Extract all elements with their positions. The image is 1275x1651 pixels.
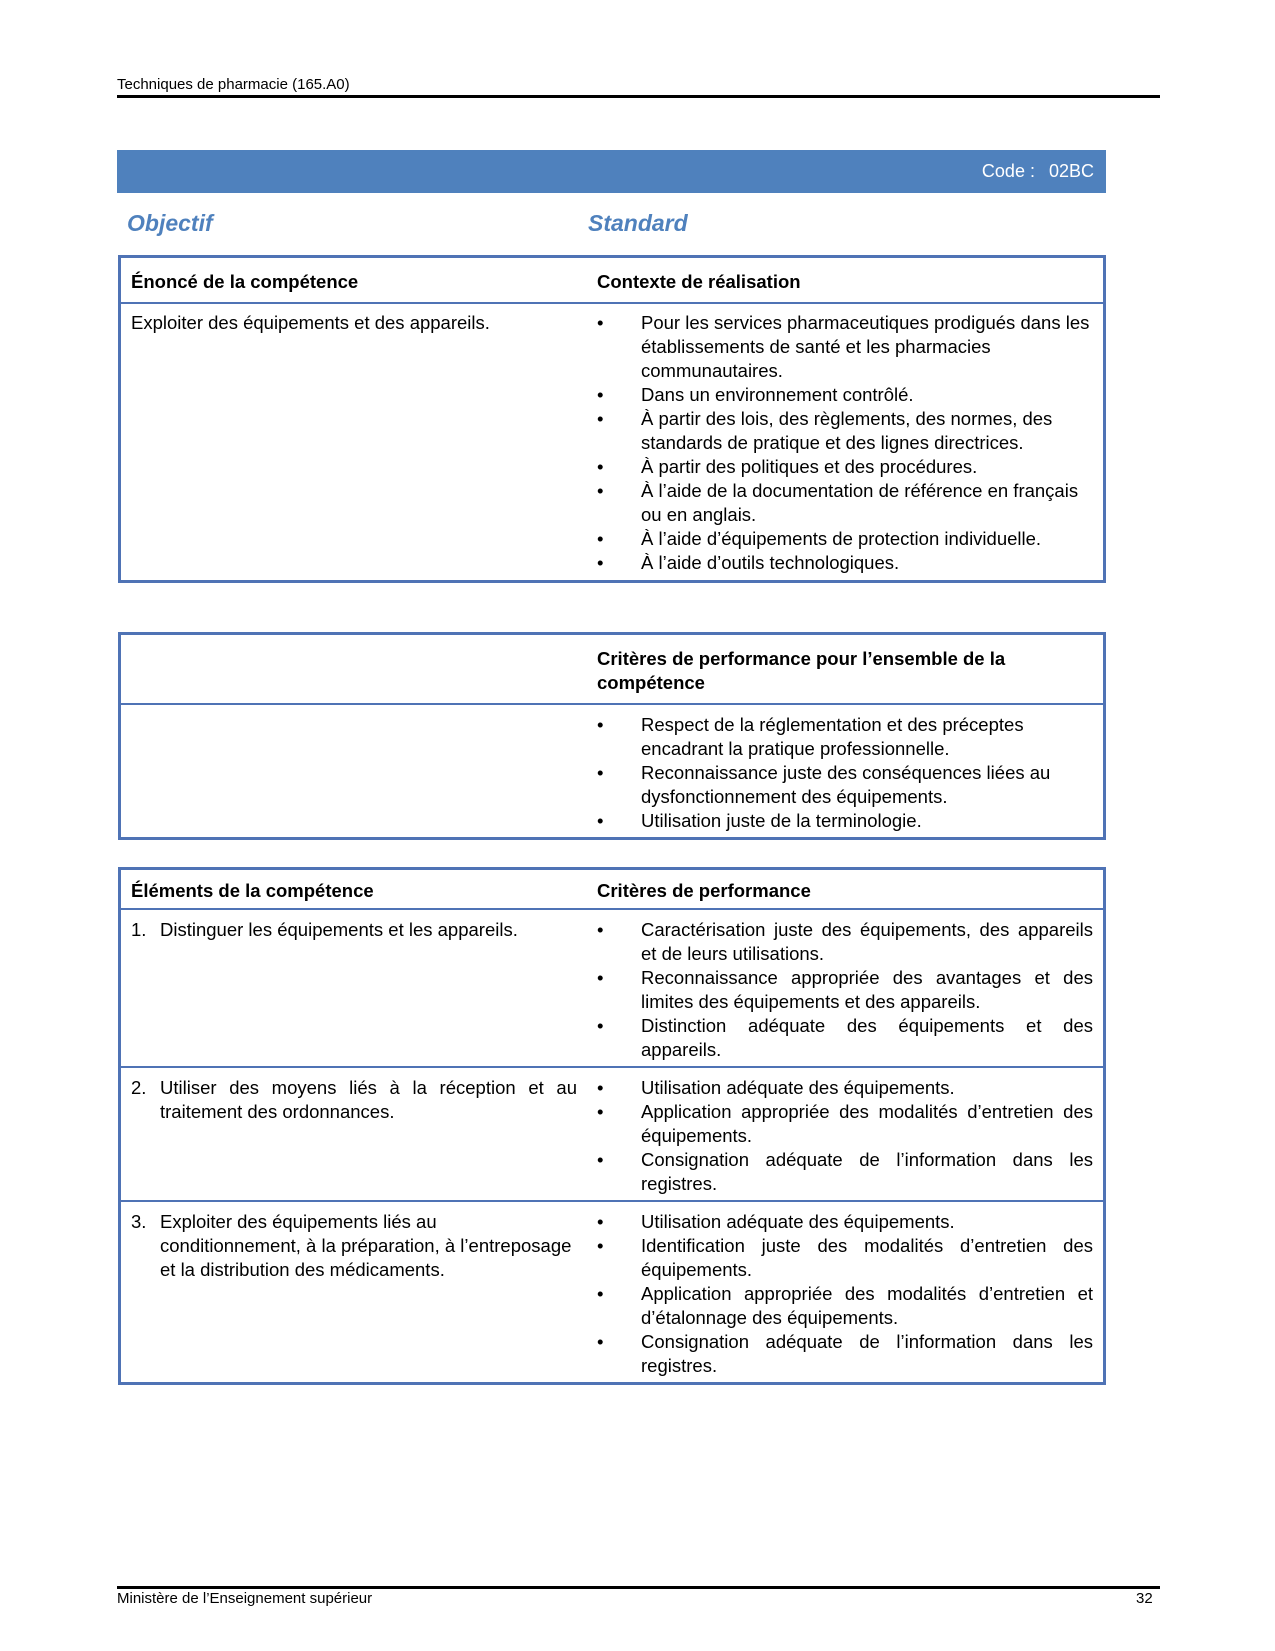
list-item: • Distinction adéquate des équipements et des appareils. <box>597 1014 1093 1062</box>
footer-rule <box>117 1586 1160 1589</box>
list-item: • Consignation adéquate de l’information dans les registres. <box>597 1330 1093 1378</box>
contexte-list <box>597 311 1093 575</box>
code-value: 02BC <box>1048 161 1094 181</box>
competence-table <box>118 255 1106 583</box>
element-number: 2. <box>131 1077 147 1098</box>
element-criteres-list <box>597 1210 1093 1378</box>
enonce-text: Exploiter des équipements et des appareils. <box>131 312 490 333</box>
list-item: • Dans un environnement contrôlé. <box>597 383 1093 407</box>
elements-heading: Éléments de la compétence <box>120 869 588 910</box>
element-number: 3. <box>131 1211 147 1232</box>
element-number: 1. <box>131 919 147 940</box>
ensemble-table <box>118 632 1106 840</box>
list-item: • Utilisation adéquate des équipements. <box>597 1210 1093 1234</box>
footer-ministry: Ministère de l’Enseignement supérieur <box>117 1590 373 1607</box>
list-item: • Reconnaissance appropriée des avantages et des limites des équipements et des appareils. <box>597 966 1093 1014</box>
element-text: Exploiter des équipements liés au conditionnement, à la préparation, à l’entreposage et la distribution des médicaments. <box>160 1211 572 1280</box>
list-item: • Identification juste des modalités d’entretien des équipements. <box>597 1234 1093 1282</box>
code-band <box>117 150 1106 193</box>
empty-cell <box>120 704 588 839</box>
list-item: • Pour les services pharmaceutiques prodigués dans les établissements de santé et les pharmacies communautaires. <box>597 311 1093 383</box>
list-item: • À l’aide d’outils technologiques. <box>597 551 1093 575</box>
header-rule <box>117 95 1160 98</box>
list-item: • À partir des politiques et des procédures. <box>597 455 1093 479</box>
list-item: • Respect de la réglementation et des préceptes encadrant la pratique professionnelle. <box>597 713 1093 761</box>
section-title-objectif: Objectif <box>127 210 213 236</box>
list-item: • Application appropriée des modalités d’entretien des équipements. <box>597 1100 1093 1148</box>
element-criteres-list <box>597 1076 1093 1196</box>
list-item: • Utilisation adéquate des équipements. <box>597 1076 1093 1100</box>
list-item: • Consignation adéquate de l’information dans les registres. <box>597 1148 1093 1196</box>
element-criteres-list <box>597 918 1093 1062</box>
list-item: • Application appropriée des modalités d’entretien et d’étalonnage des équipements. <box>597 1282 1093 1330</box>
empty-cell <box>120 634 588 705</box>
list-item: • Caractérisation juste des équipements, des appareils et de leurs utilisations. <box>597 918 1093 966</box>
list-item: • Reconnaissance juste des conséquences liées au dysfonctionnement des équipements. <box>597 761 1093 809</box>
criteres-heading: Critères de performance <box>587 869 1105 910</box>
list-item: • À partir des lois, des règlements, des normes, des standards de pratique et des lignes directrices. <box>597 407 1093 455</box>
section-title-standard: Standard <box>588 210 688 236</box>
element-item <box>131 1076 577 1124</box>
element-item <box>131 918 577 942</box>
page-number: 32 <box>1136 1590 1153 1607</box>
list-item: • À l’aide d’équipements de protection individuelle. <box>597 527 1093 551</box>
element-text: Utiliser des moyens liés à la réception et au traitement des ordonnances. <box>160 1077 577 1122</box>
ensemble-heading: Critères de performance pour l’ensemble de la compétence <box>587 634 1105 705</box>
competency-code <box>982 161 1094 182</box>
element-text: Distinguer les équipements et les appareils. <box>160 919 518 940</box>
element-item <box>131 1210 577 1282</box>
list-item: • Utilisation juste de la terminologie. <box>597 809 1093 833</box>
ensemble-criteres-list <box>597 713 1093 833</box>
running-header: Techniques de pharmacie (165.A0) <box>117 76 350 93</box>
enonce-heading: Énoncé de la compétence <box>120 257 588 304</box>
list-item: • À l’aide de la documentation de référence en français ou en anglais. <box>597 479 1093 527</box>
elements-table <box>118 867 1106 1385</box>
contexte-heading: Contexte de réalisation <box>587 257 1105 304</box>
code-label: Code : <box>981 161 1035 181</box>
